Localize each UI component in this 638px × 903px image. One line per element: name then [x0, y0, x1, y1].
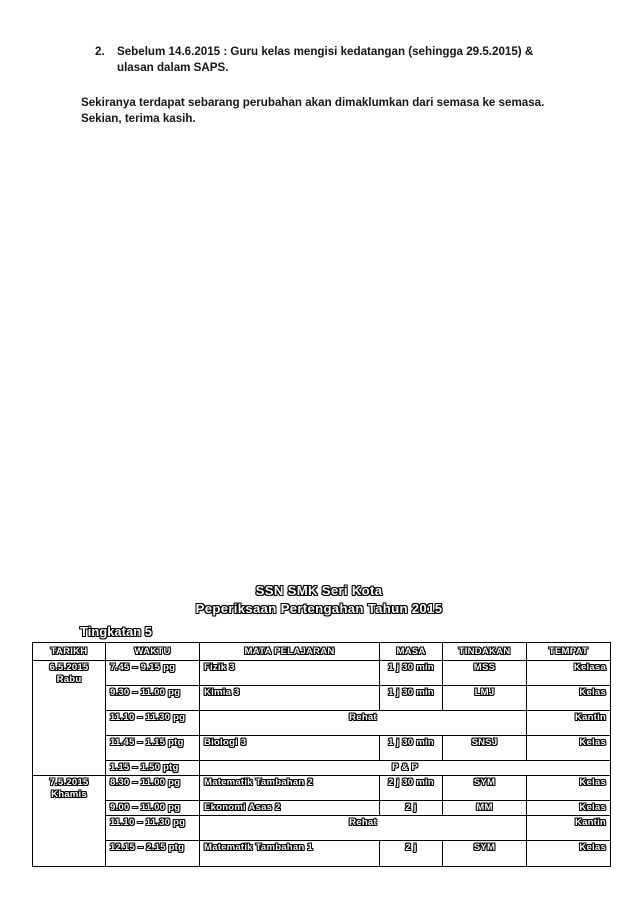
time-cell: 11.10 – 11.30 pg	[106, 816, 200, 841]
table-row	[33, 686, 611, 711]
time-cell: 9.30 – 11.00 pg	[106, 686, 200, 711]
schedule-subtitle: Peperiksaan Pertengahan Tahun 2015	[195, 601, 443, 616]
break-cell: Rehat	[200, 711, 527, 736]
action-cell: LMJ	[443, 686, 527, 711]
duration-cell: 2 j	[380, 841, 443, 867]
header-tindakan: TINDAKAN	[443, 643, 527, 661]
duration-cell: 1 j 30 min	[380, 661, 443, 686]
date-value: 7.5.2015	[49, 777, 89, 788]
subject-cell: Matematik Tambahan 1	[200, 841, 380, 867]
action-cell: SNSJ	[443, 736, 527, 761]
duration-cell: 1 j 30 min	[380, 736, 443, 761]
action-cell: SYM	[443, 841, 527, 867]
duration-cell: 1 j 30 min	[380, 686, 443, 711]
place-cell: Kantin	[527, 816, 611, 841]
table-row	[33, 841, 611, 867]
notice-line: Sekiranya terdapat sebarang perubahan akan dimaklumkan dari semasa ke semasa.	[81, 96, 545, 109]
time-cell: 8.30 – 11.00 pg	[106, 776, 200, 801]
place-cell: Kantin	[527, 711, 611, 736]
action-cell: MM	[443, 801, 527, 816]
header-mata-pelajaran: MATA PELAJARAN	[200, 643, 380, 661]
table-row	[33, 801, 611, 816]
header-waktu: WAKTU	[106, 643, 200, 661]
subject-cell: Fizik 3	[200, 661, 380, 686]
date-value: 6.5.2015	[49, 662, 89, 673]
time-cell: 11.45 – 1.15 ptg	[106, 736, 200, 761]
form-label: Tingkatan 5	[80, 624, 153, 639]
exam-schedule-table	[32, 642, 611, 867]
break-cell: Rehat	[200, 816, 527, 841]
date-cell	[33, 776, 106, 867]
header-masa: MASA	[380, 643, 443, 661]
place-cell: Kelas	[527, 776, 611, 801]
place-cell: Kelas	[527, 736, 611, 761]
place-cell: Kelas	[527, 801, 611, 816]
subject-cell: Ekonomi Asas 2	[200, 801, 380, 816]
action-cell: SYM	[443, 776, 527, 801]
day-value: Khamis	[51, 789, 87, 800]
action-cell: MSS	[443, 661, 527, 686]
table-row	[33, 736, 611, 761]
schedule-title: SSN SMK Seri Kota	[255, 583, 383, 598]
duration-cell: 2 j 30 min	[380, 776, 443, 801]
subject-cell: Kimia 3	[200, 686, 380, 711]
list-item-number: 2.	[95, 45, 105, 58]
header-tarikh: TARIKH	[33, 643, 106, 661]
list-item-line: ulasan dalam SAPS.	[117, 61, 229, 74]
day-value: Rabu	[56, 674, 82, 685]
time-cell: 11.10 – 11.30 pg	[106, 711, 200, 736]
subject-cell: Matematik Tambahan 2	[200, 776, 380, 801]
time-cell: 1.15 – 1.50 ptg	[106, 761, 200, 776]
date-cell	[33, 661, 106, 776]
table-header-row	[33, 643, 611, 661]
time-cell: 7.45 – 9.15 pg	[106, 661, 200, 686]
note-cell: P & P	[200, 761, 611, 776]
place-cell: Kelas	[527, 841, 611, 867]
time-cell: 12.15 – 2.15 ptg	[106, 841, 200, 867]
table-row	[33, 816, 611, 841]
place-cell: Kelasa	[527, 661, 611, 686]
subject-cell: Biologi 3	[200, 736, 380, 761]
header-tempat: TEMPAT	[527, 643, 611, 661]
list-item-line: Sebelum 14.6.2015 : Guru kelas mengisi kedatangan (sehingga 29.5.2015) &	[117, 45, 534, 58]
list-item-text	[117, 44, 577, 76]
table-row	[33, 661, 611, 686]
table-row	[33, 776, 611, 801]
table-row	[33, 761, 611, 776]
duration-cell: 2 j	[380, 801, 443, 816]
time-cell: 9.00 – 11.00 pg	[106, 801, 200, 816]
place-cell: Kelas	[527, 686, 611, 711]
table-row	[33, 711, 611, 736]
closing-line: Sekian, terima kasih.	[81, 112, 196, 125]
